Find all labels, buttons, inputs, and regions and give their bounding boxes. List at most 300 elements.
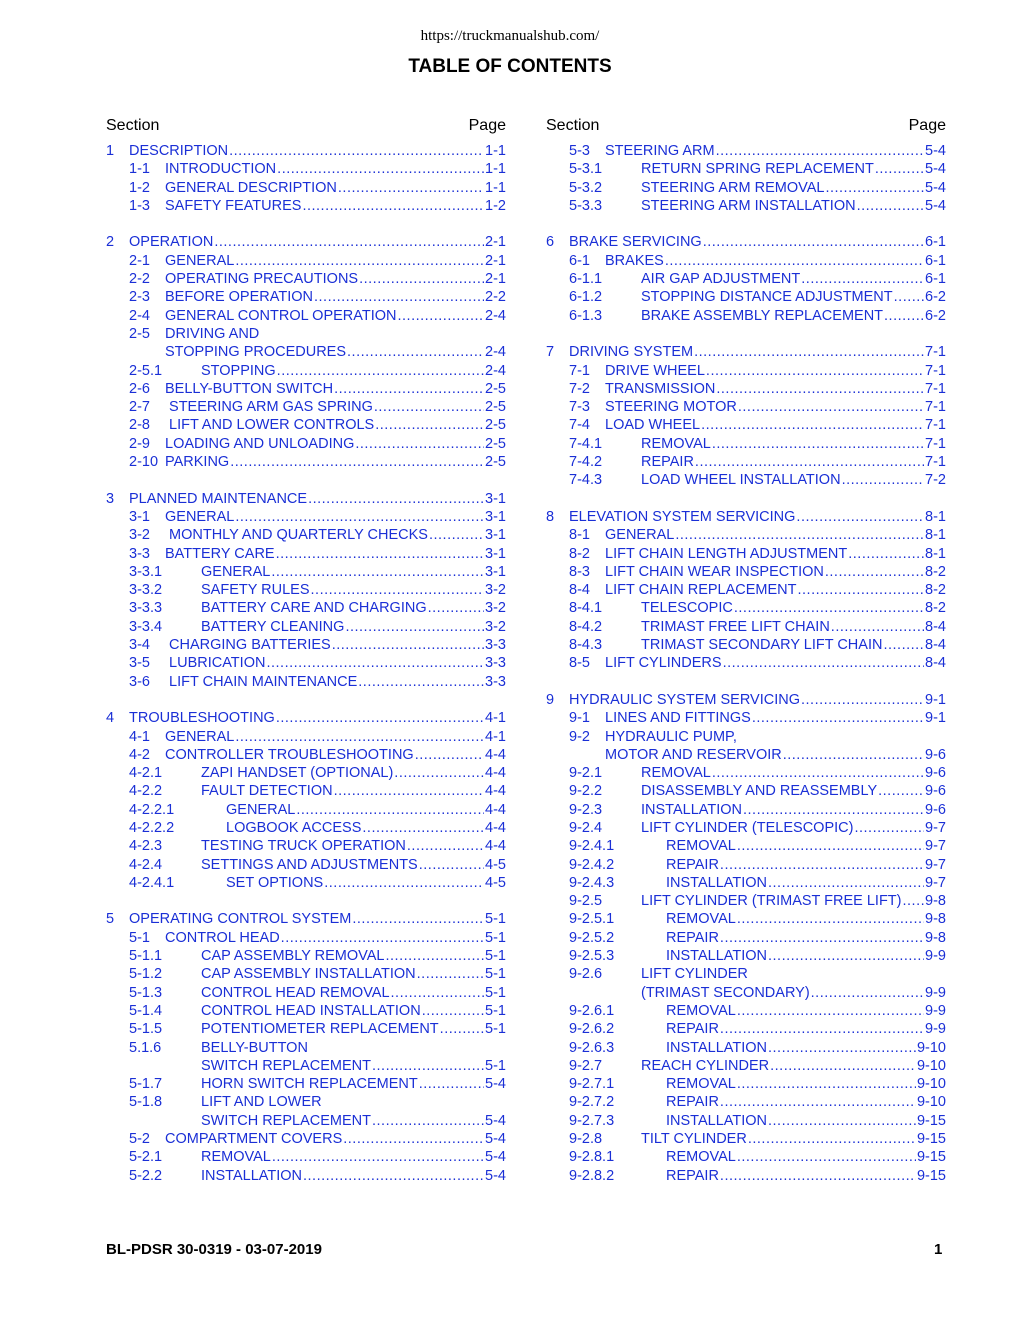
toc-entry-page: 9-6 (925, 801, 946, 818)
toc-entry-title: REMOVAL (641, 765, 711, 782)
toc-entry[interactable] (546, 307, 946, 325)
toc-entry[interactable] (106, 416, 506, 434)
toc-entry-number: 9-2.7.3 (569, 1112, 615, 1129)
dot-leader (229, 142, 484, 160)
toc-entry[interactable] (546, 837, 946, 855)
toc-entry-page: 5-1 (485, 929, 506, 946)
toc-entry[interactable] (106, 709, 506, 727)
toc-entry-number: 2-5 (129, 325, 150, 342)
dot-leader (276, 545, 484, 563)
toc-entry[interactable] (106, 764, 506, 782)
toc-entry[interactable] (106, 362, 506, 380)
toc-entry-page: 3-2 (485, 618, 506, 635)
toc-entry[interactable] (546, 636, 946, 654)
dot-leader (720, 929, 924, 947)
toc-entry-title: HYDRAULIC PUMP, (605, 728, 737, 745)
toc-entry-number: 6-1.3 (569, 307, 603, 324)
toc-entry[interactable] (546, 288, 946, 306)
toc-entry-title: LOADING AND UNLOADING (165, 435, 355, 452)
toc-entry-number: 2-4 (129, 307, 150, 324)
toc-entry[interactable] (546, 1112, 946, 1130)
toc-entry-page: 4-4 (485, 838, 506, 855)
toc-entry[interactable] (106, 599, 506, 617)
toc-entry-page: 2-5 (485, 435, 506, 452)
toc-entry[interactable] (106, 233, 506, 251)
dot-leader (422, 1002, 484, 1020)
toc-entry-title: PARKING (165, 454, 230, 471)
toc-entry-number: 3-2 (129, 527, 150, 544)
toc-entry[interactable] (546, 1057, 946, 1075)
toc-entry[interactable] (106, 1167, 506, 1185)
toc-entry-title: OPERATION (129, 234, 214, 251)
toc-entry-page: 5-1 (485, 1021, 506, 1038)
toc-entry[interactable] (546, 252, 946, 270)
toc-entry-page: 8-1 (925, 545, 946, 562)
toc-entry[interactable] (106, 179, 506, 197)
toc-entry[interactable] (546, 453, 946, 471)
toc-entry-title: LINES AND FITTINGS (605, 710, 751, 727)
toc-entry-title: LIFT CYLINDER (TELESCOPIC) (641, 819, 854, 836)
toc-entry-page: 5-4 (925, 143, 946, 159)
dot-leader (720, 1093, 916, 1111)
toc-entry-page: 4-5 (485, 856, 506, 873)
toc-entry-title: GENERAL (605, 527, 675, 544)
toc-entry-title: RETURN SPRING REPLACEMENT (641, 161, 874, 178)
toc-entry-number: 7-4.2 (569, 454, 603, 471)
toc-entry-number: 7-4.1 (569, 435, 603, 452)
toc-entry-number: 9-2.5.2 (569, 929, 615, 946)
toc-entry[interactable] (106, 1002, 506, 1020)
toc-entry[interactable] (106, 435, 506, 453)
page-number: 1 (934, 1241, 943, 1258)
dot-leader (334, 380, 484, 398)
toc-entry-page: 5-1 (485, 948, 506, 965)
toc-entries-left (106, 142, 506, 1185)
toc-entry-number: 9-2.7 (569, 1057, 603, 1074)
toc-entry-title: REPAIR (666, 856, 719, 873)
toc-entry[interactable] (546, 801, 946, 819)
toc-entry-title: CONTROL HEAD (165, 929, 280, 946)
toc-entry[interactable] (106, 453, 506, 471)
toc-entry-page: 6-1 (925, 271, 946, 288)
toc-entry[interactable] (546, 362, 946, 380)
dot-leader (394, 764, 484, 782)
toc-entry-page: 3-2 (485, 582, 506, 599)
toc-entry-page: 9-9 (925, 984, 946, 1001)
toc-entry-number: 7-4 (569, 417, 590, 434)
toc-entry[interactable] (546, 416, 946, 434)
toc-entry-title: STOPPING (201, 362, 276, 379)
toc-entry[interactable] (546, 545, 946, 563)
toc-entry-number: 9-2.6.2 (569, 1021, 615, 1038)
dot-leader (734, 599, 924, 617)
dot-leader (359, 270, 484, 288)
dot-leader (716, 142, 924, 160)
toc-entry[interactable] (546, 1002, 946, 1020)
toc-entry-title: TROUBLESHOOTING (129, 710, 275, 727)
toc-entry[interactable] (546, 599, 946, 617)
dot-leader (783, 746, 924, 764)
toc-entry-title: STEERING ARM INSTALLATION (641, 197, 856, 214)
toc-entry[interactable] (106, 1057, 506, 1075)
toc-entry-number: 5-1.2 (129, 966, 163, 983)
toc-entry-number: 3-3.1 (129, 563, 163, 580)
toc-entry-number: 7-2 (569, 380, 590, 397)
toc-entry-page: 7-2 (925, 472, 946, 489)
toc-entry-page: 8-4 (925, 618, 946, 635)
toc-entry[interactable] (546, 965, 946, 983)
toc-entry[interactable] (546, 197, 946, 215)
toc-entry[interactable] (106, 197, 506, 215)
dot-leader (720, 1020, 924, 1038)
toc-entry-page: 2-1 (485, 252, 506, 269)
toc-entry-page: 5-1 (485, 1002, 506, 1019)
toc-entry[interactable] (546, 398, 946, 416)
toc-entry-number: 5.1.6 (129, 1039, 162, 1056)
dot-leader (720, 856, 924, 874)
toc-entry-number: 4-2.4 (129, 856, 163, 873)
toc-entry[interactable] (546, 892, 946, 910)
toc-entry-number: 5-1.5 (129, 1021, 163, 1038)
toc-entry[interactable] (106, 142, 506, 160)
toc-entry-title: COMPARTMENT COVERS (165, 1131, 343, 1148)
toc-entry-title: LIFT CHAIN MAINTENANCE (165, 673, 358, 690)
toc-entry-title: SWITCH REPLACEMENT (201, 1057, 371, 1074)
toc-entry[interactable] (106, 1039, 506, 1057)
toc-entry-page: 9-15 (916, 1149, 946, 1166)
toc-entry[interactable] (106, 1075, 506, 1093)
toc-entry-title: BATTERY CARE (165, 545, 275, 562)
toc-entry[interactable] (546, 1167, 946, 1185)
dot-leader (372, 1057, 484, 1075)
toc-entry-number: 8-4.3 (569, 637, 603, 654)
toc-entry[interactable] (546, 1020, 946, 1038)
dot-leader (281, 929, 484, 947)
toc-entry-number: 9-2.6.1 (569, 1002, 615, 1019)
toc-entry[interactable] (546, 764, 946, 782)
toc-entry-title: LIFT CYLINDERS (605, 655, 722, 672)
dot-leader (417, 965, 484, 983)
toc-entry[interactable] (106, 490, 506, 508)
toc-entry-page: 9-7 (925, 856, 946, 873)
dot-leader (796, 508, 924, 526)
document-id: BL-PDSR 30-0319 - 03-07-2019 (106, 1241, 322, 1258)
toc-entry[interactable] (106, 801, 506, 819)
toc-entry[interactable] (546, 819, 946, 837)
dot-leader (235, 252, 484, 270)
dot-leader (419, 1075, 484, 1093)
toc-entry-number: 9-2.8.1 (569, 1149, 615, 1166)
toc-entry[interactable] (106, 819, 506, 837)
toc-entry[interactable] (546, 581, 946, 599)
toc-entry-number: 4-2.2.2 (129, 819, 175, 836)
toc-entry-title: REMOVAL (666, 1149, 736, 1166)
toc-entry-title: REMOVAL (666, 1002, 736, 1019)
toc-entry-page: 5-4 (925, 179, 946, 196)
toc-entry-number: 4-2.2.1 (129, 801, 175, 818)
dot-leader (737, 1148, 916, 1166)
toc-entry[interactable] (546, 1039, 946, 1057)
toc-column-left (106, 116, 506, 1185)
toc-entry[interactable] (546, 746, 946, 764)
toc-entry-number: 3-5 (129, 655, 150, 672)
dot-leader (737, 1002, 924, 1020)
toc-entry-page: 9-15 (916, 1167, 946, 1184)
toc-entry-page: 6-2 (925, 289, 946, 306)
toc-entry[interactable] (546, 380, 946, 398)
toc-entry[interactable] (106, 856, 506, 874)
toc-entry[interactable] (546, 1148, 946, 1166)
page-title: TABLE OF CONTENTS (408, 56, 612, 77)
toc-entry-title: INSTALLATION (641, 801, 742, 818)
toc-entry[interactable] (546, 709, 946, 727)
toc-entry[interactable] (546, 728, 946, 746)
toc-entry-number: 9-2.1 (569, 765, 603, 782)
toc-entry[interactable] (106, 270, 506, 288)
dot-leader (842, 471, 924, 489)
toc-entry-title: DESCRIPTION (129, 143, 229, 159)
toc-entry[interactable] (106, 545, 506, 563)
dot-leader (798, 581, 925, 599)
toc-entry-title: SAFETY FEATURES (165, 197, 302, 214)
toc-entry-number: 9-2.4.2 (569, 856, 615, 873)
toc-entry-page: 5-4 (485, 1076, 506, 1093)
toc-entry[interactable] (546, 1075, 946, 1093)
toc-entry[interactable] (546, 160, 946, 178)
toc-entry[interactable] (106, 526, 506, 544)
toc-entry-number: 1-1 (129, 161, 150, 178)
toc-entry-title: HYDRAULIC SYSTEM SERVICING (569, 691, 800, 708)
toc-entry-page: 9-15 (916, 1131, 946, 1148)
toc-entry-number: 4-2 (129, 746, 150, 763)
toc-entry[interactable] (106, 874, 506, 892)
toc-entry-title: INSTALLATION (666, 1112, 767, 1129)
toc-entry[interactable] (546, 142, 946, 160)
toc-entry-page: 5-1 (485, 984, 506, 1001)
dot-leader (276, 709, 484, 727)
toc-entry-page: 3-3 (485, 655, 506, 672)
toc-entry[interactable] (106, 581, 506, 599)
toc-entry-page: 9-6 (925, 746, 946, 763)
toc-entry[interactable] (106, 288, 506, 306)
toc-entry[interactable] (106, 1130, 506, 1148)
toc-entry-page: 1-1 (485, 143, 506, 159)
toc-entry[interactable] (106, 728, 506, 746)
toc-entry[interactable] (106, 929, 506, 947)
toc-entry-title: DRIVING AND (165, 325, 260, 342)
toc-entry-title: TRANSMISSION (605, 380, 716, 397)
dot-leader (854, 819, 924, 837)
toc-entry-number: 2-2 (129, 271, 150, 288)
toc-entry-title: OPERATING PRECAUTIONS (165, 271, 359, 288)
toc-entry[interactable] (106, 160, 506, 178)
toc-entry[interactable] (106, 984, 506, 1002)
dot-leader (738, 398, 924, 416)
toc-entry[interactable] (106, 343, 506, 361)
toc-entry-title: BRAKE ASSEMBLY REPLACEMENT (641, 307, 884, 324)
toc-entry[interactable] (106, 910, 506, 928)
toc-entry[interactable] (546, 435, 946, 453)
toc-entry-title: STEERING ARM (605, 143, 715, 159)
toc-entry[interactable] (546, 270, 946, 288)
toc-entry-title: SETTINGS AND ADJUSTMENTS (201, 856, 418, 873)
toc-entry-page: 8-4 (925, 655, 946, 672)
toc-entry[interactable] (546, 343, 946, 361)
toc-entry-title: LIFT CYLINDER (TRIMAST FREE LIFT) (641, 893, 902, 910)
toc-entry-title: MONTHLY AND QUARTERLY CHECKS (165, 527, 428, 544)
toc-entry[interactable] (106, 673, 506, 691)
toc-entry[interactable] (546, 856, 946, 874)
toc-entry-number: 9-2.5.1 (569, 911, 615, 928)
toc-entry[interactable] (546, 471, 946, 489)
toc-entry[interactable] (546, 508, 946, 526)
toc-entry-page: 7-1 (925, 362, 946, 379)
toc-entry-title: HORN SWITCH REPLACEMENT (201, 1076, 418, 1093)
toc-entry-title: BELLY-BUTTON SWITCH (165, 380, 334, 397)
toc-entry-number: 8-4.1 (569, 600, 603, 617)
toc-entry[interactable] (106, 1112, 506, 1130)
toc-entry-page: 7-1 (925, 380, 946, 397)
toc-entry[interactable] (546, 526, 946, 544)
toc-entry-number: 7-1 (569, 362, 590, 379)
toc-entry[interactable] (546, 874, 946, 892)
toc-entry[interactable] (546, 563, 946, 581)
toc-entry[interactable] (546, 929, 946, 947)
toc-entry-page: 2-4 (485, 307, 506, 324)
dot-leader (391, 984, 485, 1002)
toc-entry-number: 5-2.1 (129, 1149, 163, 1166)
dot-leader (703, 233, 924, 251)
dot-leader (712, 435, 924, 453)
dot-leader (768, 874, 924, 892)
toc-entry[interactable] (546, 179, 946, 197)
toc-entry[interactable] (546, 1130, 946, 1148)
dot-leader (737, 1075, 916, 1093)
toc-entry[interactable] (106, 380, 506, 398)
toc-entry-title: GENERAL (226, 801, 296, 818)
dot-leader (345, 618, 484, 636)
toc-entry-page: 6-1 (925, 234, 946, 251)
toc-entry[interactable] (546, 1093, 946, 1111)
toc-entry-page: 2-4 (485, 362, 506, 379)
page-header: Page (468, 117, 506, 134)
toc-entry[interactable] (546, 910, 946, 928)
toc-entry[interactable] (546, 947, 946, 965)
toc-entry[interactable] (546, 233, 946, 251)
toc-entry-title: BATTERY CLEANING (201, 618, 345, 635)
toc-entry-number: 9-2.5.3 (569, 948, 615, 965)
dot-leader (737, 910, 924, 928)
toc-entry-number: 2 (106, 234, 115, 251)
toc-entry-title: AIR GAP ADJUSTMENT (641, 271, 801, 288)
toc-entry[interactable] (106, 307, 506, 325)
toc-entry[interactable] (106, 508, 506, 526)
column-header (546, 116, 946, 142)
toc-entry-title: ELEVATION SYSTEM SERVICING (569, 508, 796, 525)
toc-entry[interactable] (106, 746, 506, 764)
toc-entry[interactable] (546, 618, 946, 636)
toc-entry-number: 3-6 (129, 673, 150, 690)
toc-entry[interactable] (106, 398, 506, 416)
toc-entry-title: INSTALLATION (666, 874, 767, 891)
toc-entry-page: 9-8 (925, 911, 946, 928)
toc-entry[interactable] (106, 1020, 506, 1038)
toc-entry-page: 4-4 (485, 765, 506, 782)
dot-leader (894, 288, 924, 306)
toc-entry-title: REPAIR (666, 1167, 719, 1184)
toc-entry-page: 5-4 (485, 1149, 506, 1166)
dot-leader (706, 362, 924, 380)
toc-entry-page: 3-1 (485, 563, 506, 580)
toc-entry[interactable] (106, 1093, 506, 1111)
toc-entry[interactable] (546, 984, 946, 1002)
dot-leader (723, 654, 924, 672)
toc-entry-number: 2-3 (129, 289, 150, 306)
dot-leader (675, 526, 924, 544)
toc-entry-page: 9-10 (916, 1039, 946, 1056)
dot-leader (831, 618, 924, 636)
toc-entry[interactable] (106, 636, 506, 654)
dot-leader (230, 453, 484, 471)
toc-entry-title: BEFORE OPERATION (165, 289, 313, 306)
toc-entry-page: 2-4 (485, 344, 506, 361)
dot-leader (272, 1148, 484, 1166)
dot-leader (748, 1130, 916, 1148)
toc-entry[interactable] (546, 691, 946, 709)
toc-entry[interactable] (106, 563, 506, 581)
dot-leader (235, 728, 484, 746)
toc-entry-number: 5-3.3 (569, 197, 603, 214)
toc-entry-title: LIFT AND LOWER CONTROLS (165, 417, 375, 434)
toc-entry-number: 8-1 (569, 527, 590, 544)
toc-entry[interactable] (106, 782, 506, 800)
toc-entry-title: LOAD WHEEL (605, 417, 701, 434)
toc-entry-title: GENERAL (165, 252, 235, 269)
toc-entry[interactable] (106, 325, 506, 343)
toc-entry[interactable] (546, 654, 946, 672)
toc-entry[interactable] (106, 654, 506, 672)
toc-entry-page: 9-7 (925, 819, 946, 836)
toc-entry-title: OPERATING CONTROL SYSTEM (129, 911, 352, 928)
toc-entry-number: 8-4.2 (569, 618, 603, 635)
column-header (106, 116, 506, 142)
toc-entry-number: 7 (546, 344, 555, 361)
dot-leader (355, 435, 484, 453)
toc-entry[interactable] (106, 965, 506, 983)
toc-entry-page: 9-6 (925, 783, 946, 800)
dot-leader (884, 307, 924, 325)
toc-entry-title: LIFT CHAIN REPLACEMENT (605, 582, 797, 599)
toc-entry-number: 9-2.4.3 (569, 874, 615, 891)
toc-entry[interactable] (106, 837, 506, 855)
dot-leader (324, 874, 484, 892)
dot-leader (343, 1130, 484, 1148)
toc-entry[interactable] (546, 782, 946, 800)
toc-entry-page: 2-5 (485, 454, 506, 471)
toc-entry-page: 5-1 (485, 1057, 506, 1074)
toc-entry[interactable] (106, 618, 506, 636)
toc-entry-title: LIFT CYLINDER (641, 966, 748, 983)
toc-entry-page: 5-4 (485, 1167, 506, 1184)
toc-entry-title: STEERING MOTOR (605, 399, 737, 416)
toc-entry[interactable] (106, 252, 506, 270)
toc-entry-number: 6-1.1 (569, 271, 603, 288)
toc-entry[interactable] (106, 1148, 506, 1166)
toc-entry[interactable] (106, 947, 506, 965)
toc-entry-page: 7-1 (925, 399, 946, 416)
toc-entry-number: 4-2.4.1 (129, 874, 175, 891)
dot-leader (428, 599, 484, 617)
